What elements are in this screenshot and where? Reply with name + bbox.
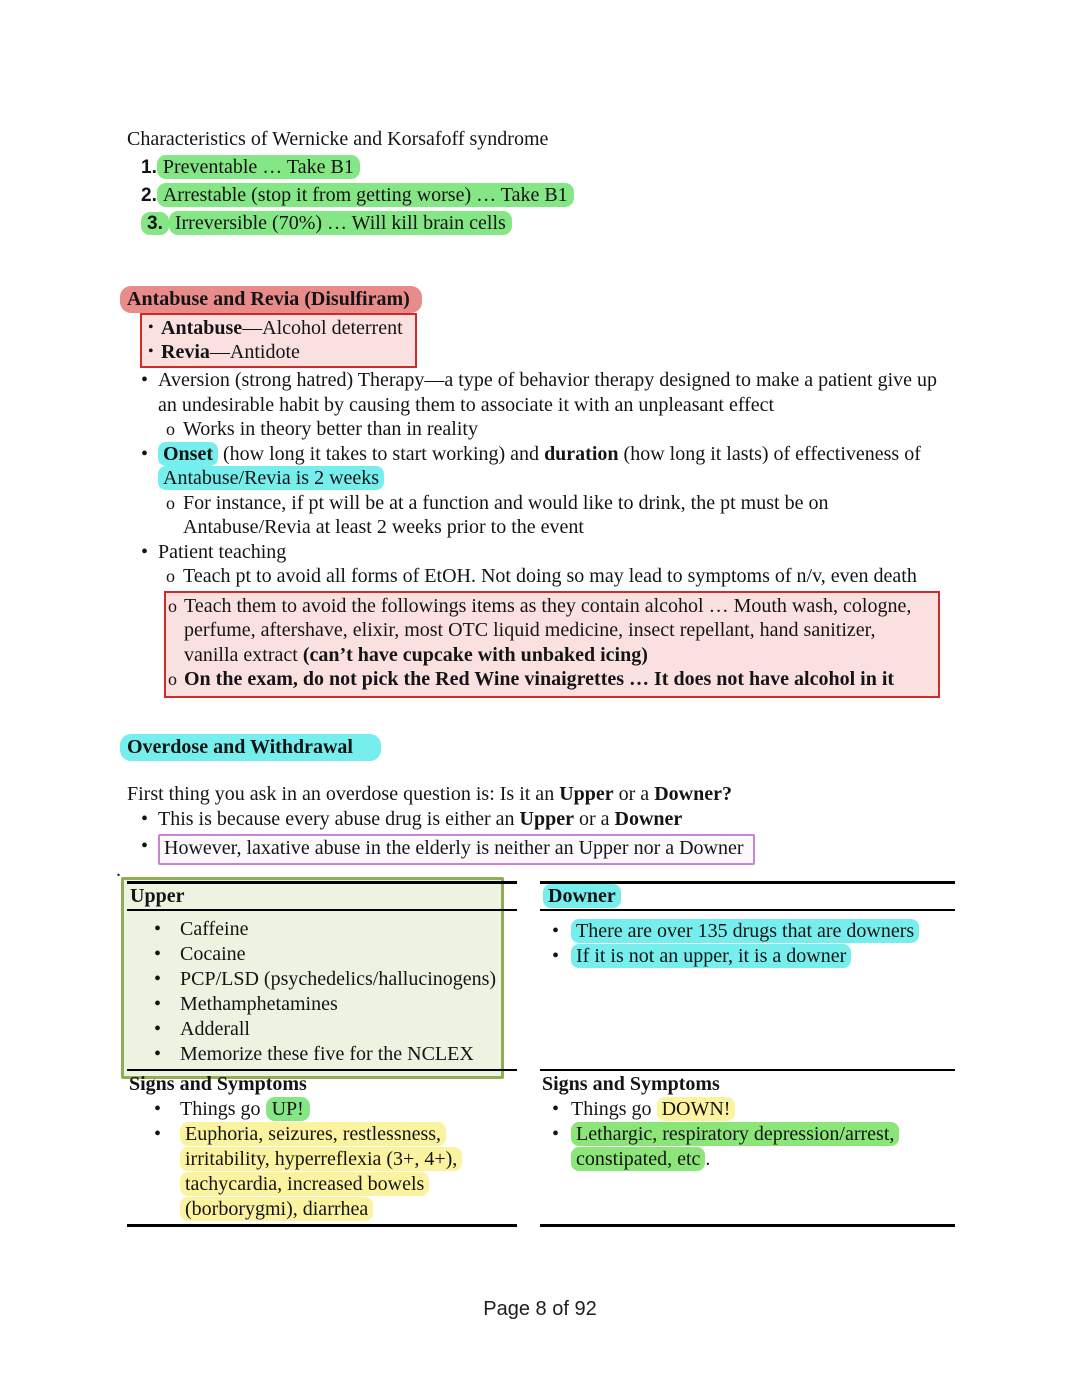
alcohol-items-warning-box (164, 591, 940, 698)
text-segment: 1. (141, 157, 157, 178)
circle-bullet-icon: o (166, 492, 175, 513)
text-segment: 2. (141, 185, 157, 206)
bullet-icon: • (141, 540, 149, 563)
text-segment: or a (613, 782, 655, 805)
text-segment: Caffeine (180, 918, 249, 940)
text-segment: Aversion (strong hatred) Therapy—a type of behavior therapy designed to make a patient give up an undesirable habit by causing them to associate it with an unpleasant effect (158, 369, 938, 416)
list-item-text (161, 316, 403, 340)
text-segment: duration (544, 442, 619, 465)
text-segment: This is because every abuse drug is either an (158, 807, 520, 830)
bullet-icon: • (154, 993, 162, 1015)
text-segment: Signs and Symptoms (542, 1073, 720, 1095)
bullet-icon: • (552, 920, 560, 942)
list-item-text (571, 919, 955, 944)
bullet-icon: • (154, 1123, 162, 1145)
list-item-avoid-items (166, 594, 930, 668)
text-segment: . (705, 1148, 711, 1170)
text-segment: Arrestable (stop it from getting worse) … Take B1 (157, 183, 574, 207)
circle-bullet-icon: o (166, 566, 175, 586)
text-segment: Revia (161, 341, 210, 363)
bullet-icon: • (148, 343, 154, 360)
list-item-things-go-up (127, 1097, 517, 1122)
downer-signs-symptoms (540, 1069, 955, 1227)
text-segment: Irreversible (70%) … Will kill brain cells (169, 211, 512, 235)
list-item-135-downers (540, 919, 955, 944)
text-segment: Cocaine (180, 943, 246, 965)
bullet-icon: • (154, 1043, 162, 1065)
text-segment: Overdose and Withdrawal (120, 734, 381, 761)
list-item-laxative-abuse (127, 834, 955, 865)
list-item-antabuse (142, 316, 403, 340)
list-item-text (180, 942, 517, 967)
list-item-text (180, 1042, 517, 1067)
bullet-icon: • (154, 968, 162, 990)
text-segment: Upper (130, 885, 185, 907)
list-item-pcp-lsd (127, 967, 517, 992)
signs-symptoms-header (540, 1072, 955, 1097)
list-item-text (180, 1122, 517, 1222)
list-item-irreversible (141, 211, 955, 236)
list-item-caffeine (127, 917, 517, 942)
text-segment: Teach pt to avoid all forms of EtOH. Not doing so may lead to symptoms of n/v, even death (183, 565, 917, 587)
list-item-adderall (127, 1017, 517, 1042)
text-segment: Preventable … Take B1 (157, 155, 360, 179)
text-segment: Upper (519, 807, 574, 830)
list-item-upper-symptoms (127, 1122, 517, 1222)
bullet-icon: • (552, 1123, 560, 1145)
list-item-text (158, 834, 955, 865)
list-item-red-wine-exam-tip (166, 667, 930, 692)
list-item-not-upper (540, 944, 955, 969)
list-item-things-go-down (540, 1097, 955, 1122)
stray-period: . (116, 859, 121, 881)
antabuse-heading (127, 286, 955, 312)
column-header-downer (540, 881, 955, 911)
list-item-memorize-nclex (127, 1042, 517, 1067)
text-segment: Antabuse and Revia (Disulfiram) (120, 286, 422, 313)
text-segment: There are over 135 drugs that are downers (571, 919, 919, 943)
text-segment: 3. (141, 212, 169, 235)
text-segment: Things go (180, 1098, 266, 1120)
list-item-text (161, 340, 403, 364)
list-item-text (180, 1017, 517, 1042)
list-item-text (180, 992, 517, 1017)
downer-drug-list (540, 911, 955, 1069)
text-segment: or a (574, 807, 615, 830)
text-segment: (can’t have cupcake with unbaked icing) (302, 643, 648, 666)
text-segment: Signs and Symptoms (129, 1073, 307, 1095)
page-content (116, 0, 955, 1227)
list-item-teach-pt-etoh (127, 564, 955, 589)
list-item-text (183, 417, 955, 442)
list-item-text (180, 917, 517, 942)
upper-downer-table (127, 881, 955, 1227)
wernicke-list (127, 155, 955, 236)
page-number: Page 8 of 92 (483, 1298, 597, 1320)
upper-signs-symptoms (127, 1069, 517, 1227)
list-item-downer-symptoms (540, 1122, 955, 1172)
list-item-text (158, 442, 955, 491)
text-segment: Memorize these five for the NCLEX (180, 1043, 474, 1065)
text-segment: Upper (559, 782, 614, 805)
bullet-icon: • (154, 1018, 162, 1040)
text-segment: —Antidote (209, 341, 300, 363)
text-segment: Methamphetamines (180, 993, 338, 1015)
overdose-intro-paragraph (127, 782, 955, 807)
list-item-text (571, 1122, 955, 1172)
list-item-for-instance (127, 491, 955, 540)
text-segment: Patient teaching (158, 540, 287, 563)
list-item-upper-or-downer (127, 807, 955, 832)
text-segment: Antabuse (161, 317, 243, 339)
column-header-upper (127, 881, 517, 911)
list-item-aversion (127, 368, 955, 417)
text-segment: —Alcohol deterrent (242, 317, 403, 339)
text-segment: Things go (571, 1098, 657, 1120)
list-item-text (571, 944, 955, 969)
list-item-revia (142, 340, 403, 364)
list-item-text (158, 540, 955, 565)
circle-bullet-icon: o (168, 595, 177, 616)
circle-bullet-icon: o (166, 419, 175, 439)
list-item-preventable (141, 155, 955, 180)
list-item-text (180, 967, 517, 992)
circle-bullet-icon: o (168, 669, 177, 689)
bullet-icon: • (552, 945, 560, 967)
bullet-icon: • (154, 943, 162, 965)
signs-symptoms-header (127, 1072, 517, 1097)
bullet-icon: • (154, 1098, 162, 1120)
bullet-icon: • (148, 319, 154, 336)
text-segment: On the exam, do not pick the Red Wine vinaigrettes … It does not have alcohol in it (184, 668, 895, 690)
list-item-text (571, 1097, 955, 1122)
bullet-icon: • (141, 442, 149, 465)
list-item-arrestable (141, 183, 955, 208)
list-item-patient-teaching (127, 540, 955, 565)
list-item-onset (127, 442, 955, 491)
bullet-icon: • (141, 369, 149, 391)
text-segment: Euphoria, seizures, restlessness, irritability, hyperreflexia (3+, 4+), tachycardia, increased bowels (borborygmi), diarrhea (180, 1122, 462, 1221)
list-item-works-in-theory (127, 417, 955, 442)
text-segment: If it is not an upper, it is a downer (571, 944, 851, 968)
text-segment: PCP/LSD (psychedelics/hallucinogens) (180, 968, 497, 990)
list-item-text (180, 1097, 517, 1122)
bullet-icon: • (154, 918, 162, 940)
list-item-cocaine (127, 942, 517, 967)
list-item-methamphetamines (127, 992, 517, 1017)
text-segment: Lethargic, respiratory depression/arrest, constipated, etc (571, 1122, 899, 1171)
text-segment: Downer (614, 807, 683, 830)
text-segment: (how long it takes to start working) and (218, 442, 545, 465)
text-segment: Teach them to avoid the followings items as they contain alcohol … Mouth wash, cologne, perfume, aftershave, elixir, most OTC liquid medicine, insect repellant, hand sanitizer, vanilla extract (184, 594, 912, 666)
bullet-icon: • (141, 835, 149, 857)
list-item-text (183, 564, 955, 589)
text-segment: First thing you ask in an overdose question is: Is it an (127, 782, 560, 805)
text-segment: However, laxative abuse in the elderly is neither an Upper nor a Downer (164, 837, 744, 859)
list-item-text (184, 667, 930, 692)
text-segment: UP! (266, 1097, 310, 1121)
overdose-heading (127, 734, 955, 760)
bullet-icon: • (552, 1098, 560, 1120)
text-segment: Downer (543, 884, 621, 908)
antabuse-revia-box (140, 313, 417, 368)
wernicke-title: Characteristics of Wernicke and Korsafoff syndrome (127, 128, 549, 150)
text-segment: DOWN! (657, 1097, 736, 1121)
text-segment: Works in theory better than in reality (183, 418, 478, 440)
laxative-note-box (158, 834, 755, 865)
text-segment: (how long it lasts) of effectiveness of (618, 442, 921, 465)
text-segment: Adderall (180, 1018, 250, 1040)
list-item-text (184, 594, 930, 668)
text-segment: For instance, if pt will be at a function and would like to drink, the pt must be on Antabuse/Revia at least 2 weeks prior to the event (183, 491, 829, 538)
table-grid (127, 881, 955, 1227)
text-segment: Onset (158, 442, 218, 466)
list-item-text (158, 807, 955, 832)
list-item-text (158, 368, 955, 417)
text-segment: Downer? (654, 782, 732, 805)
bullet-icon: • (141, 807, 149, 830)
list-item-text (183, 491, 955, 540)
upper-drug-list (127, 911, 517, 1069)
text-segment: Antabuse/Revia is 2 weeks (158, 466, 384, 490)
